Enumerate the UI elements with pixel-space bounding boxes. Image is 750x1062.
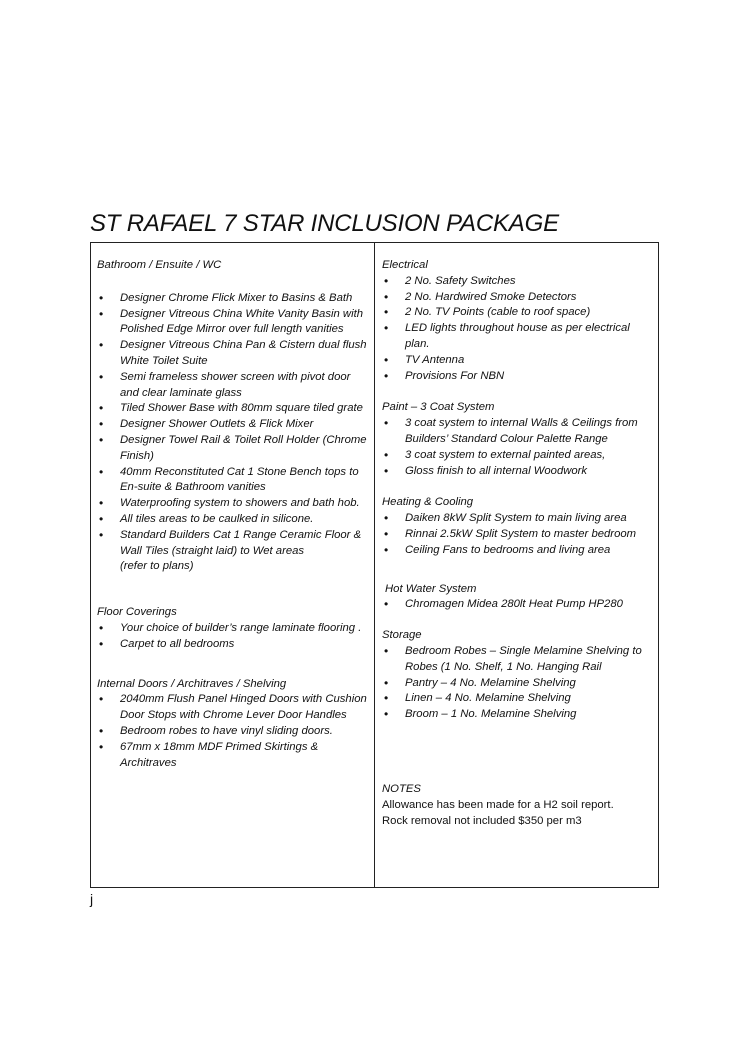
storage-list xyxy=(382,644,654,723)
list-item: • Rinnai 2.5kW Split System to master bedroom xyxy=(382,527,654,543)
list-item: • Bedroom Robes – Single Melamine Shelving to Robes (1 No. Shelf, 1 No. Hanging Rail xyxy=(382,644,654,676)
list-item: • 2040mm Flush Panel Hinged Doors with Cushion Door Stops with Chrome Lever Door Handles xyxy=(97,692,369,724)
heating-list xyxy=(382,511,654,558)
doors-list xyxy=(97,692,369,771)
list-item: • 2 No. Safety Switches xyxy=(382,274,654,290)
column-divider xyxy=(374,242,375,888)
electrical-section-title: Electrical xyxy=(382,259,428,271)
list-item: • Designer Towel Rail & Toilet Roll Holder (Chrome Finish) xyxy=(97,433,369,465)
list-item: • 40mm Reconstituted Cat 1 Stone Bench tops to En-suite & Bathroom vanities xyxy=(97,465,369,497)
electrical-list xyxy=(382,274,654,385)
stray-mark: j xyxy=(90,891,94,907)
list-item: • All tiles areas to be caulked in silicone. xyxy=(97,512,369,528)
list-item: • Broom – 1 No. Melamine Shelving xyxy=(382,707,654,723)
list-item: • Carpet to all bedrooms xyxy=(97,637,369,653)
list-item: • 2 No. Hardwired Smoke Detectors xyxy=(382,290,654,306)
notes-block xyxy=(382,781,654,829)
notes-line-1: Allowance has been made for a H2 soil report. xyxy=(382,799,614,811)
list-item: • Linen – 4 No. Melamine Shelving xyxy=(382,691,654,707)
list-item: • 3 coat system to internal Walls & Ceilings from Builders’ Standard Colour Palette Range xyxy=(382,416,654,448)
bathroom-list xyxy=(97,291,369,560)
list-item: • Bedroom robes to have vinyl sliding doors. xyxy=(97,724,369,740)
hotwater-list xyxy=(382,597,654,613)
floor-list xyxy=(97,621,369,653)
left-column xyxy=(97,258,369,771)
paint-list xyxy=(382,416,654,479)
list-item: • TV Antenna xyxy=(382,353,654,369)
list-item: • Designer Shower Outlets & Flick Mixer xyxy=(97,417,369,433)
list-item: • Provisions For NBN xyxy=(382,369,654,385)
storage-section-title: Storage xyxy=(382,629,422,642)
list-item: • Pantry – 4 No. Melamine Shelving xyxy=(382,676,654,692)
list-item: • Designer Vitreous China White Vanity Basin with Polished Edge Mirror over full length vanities xyxy=(97,307,369,339)
list-item: • Tiled Shower Base with 80mm square tiled grate xyxy=(97,401,369,417)
list-item: • Daiken 8kW Split System to main living area xyxy=(382,511,654,527)
doors-section-title: Internal Doors / Architraves / Shelving xyxy=(97,677,287,690)
list-item: • Waterproofing system to showers and bath hob. xyxy=(97,496,369,512)
right-column xyxy=(382,258,654,723)
list-item: • Designer Chrome Flick Mixer to Basins & Bath xyxy=(97,291,369,307)
bathroom-section-title: Bathroom / Ensuite / WC xyxy=(97,259,222,271)
floor-section-title: Floor Coverings xyxy=(97,606,177,619)
bathroom-note: (refer to plans) xyxy=(120,560,194,573)
list-item: • 3 coat system to external painted areas, xyxy=(382,448,654,464)
list-item: • Gloss finish to all internal Woodwork xyxy=(382,464,654,480)
list-item: • Semi frameless shower screen with pivot door and clear laminate glass xyxy=(97,370,369,402)
list-item: • Standard Builders Cat 1 Range Ceramic Floor & Wall Tiles (straight laid) to Wet areas xyxy=(97,528,369,560)
paint-section-title: Paint – 3 Coat System xyxy=(382,401,495,414)
list-item: • Designer Vitreous China Pan & Cistern dual flush White Toilet Suite xyxy=(97,338,369,370)
page-title: ST RAFAEL 7 STAR INCLUSION PACKAGE xyxy=(90,210,559,237)
list-item: • Ceiling Fans to bedrooms and living area xyxy=(382,543,654,559)
list-item: • Your choice of builder’s range laminate flooring . xyxy=(97,621,369,637)
notes-title: NOTES xyxy=(382,783,421,795)
hotwater-section-title: Hot Water System xyxy=(385,582,477,595)
list-item: • LED lights throughout house as per electrical plan. xyxy=(382,321,654,353)
list-item: • Chromagen Midea 280lt Heat Pump HP280 xyxy=(382,597,654,613)
list-item: • 67mm x 18mm MDF Primed Skirtings & Architraves xyxy=(97,740,369,772)
heating-section-title: Heating & Cooling xyxy=(382,496,474,509)
list-item: • 2 No. TV Points (cable to roof space) xyxy=(382,305,654,321)
notes-line-2: Rock removal not included $350 per m3 xyxy=(382,815,582,827)
